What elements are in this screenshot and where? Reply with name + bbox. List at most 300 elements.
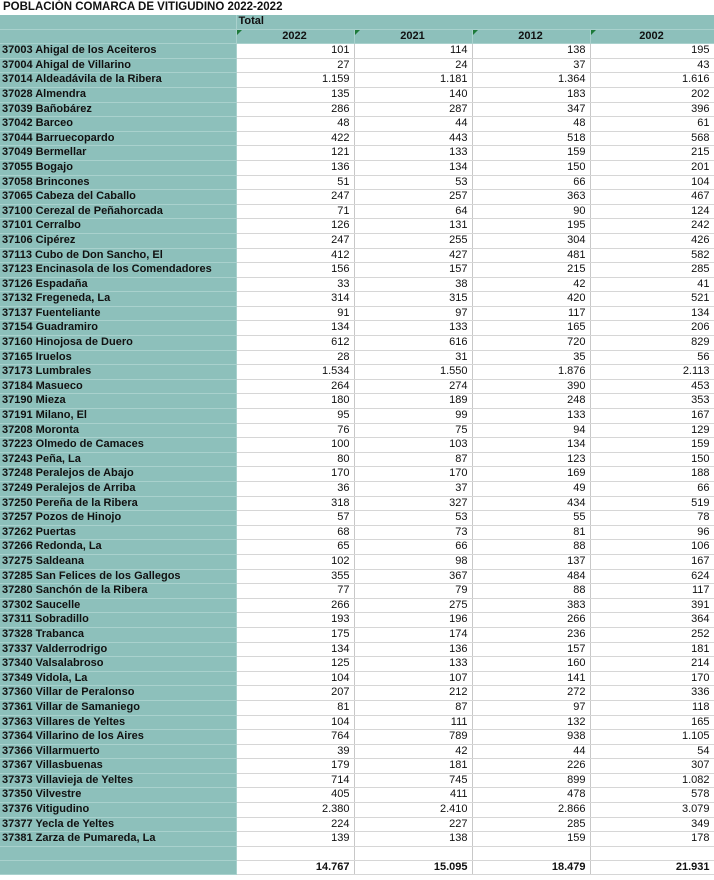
municipality-cell[interactable]: 37123 Encinasola de los Comendadores [0,263,236,278]
table-row [0,496,714,511]
municipality-cell[interactable]: 37137 Fuenteliante [0,306,236,321]
value-cell-2002[interactable]: 117 [590,584,714,599]
value-cell-2002[interactable]: 252 [590,627,714,642]
value-cell-2022[interactable]: 77 [236,584,354,599]
value-cell-2012[interactable]: 90 [472,204,590,219]
value-cell-2012[interactable]: 183 [472,87,590,102]
value-cell-2002[interactable]: 3.079 [590,803,714,818]
municipality-cell[interactable]: 37243 Peña, La [0,452,236,467]
value-cell-2002[interactable]: 118 [590,700,714,715]
municipality-cell[interactable]: 37065 Cabeza del Caballo [0,190,236,205]
municipality-cell[interactable]: 37340 Valsalabroso [0,657,236,672]
value-cell-2002[interactable]: 521 [590,292,714,307]
value-cell-2012[interactable]: 159 [472,146,590,161]
value-cell-2021[interactable]: 140 [354,87,472,102]
value-cell-2021[interactable]: 111 [354,715,472,730]
value-cell-2022[interactable]: 1.159 [236,73,354,88]
value-cell-2002[interactable]: 201 [590,160,714,175]
value-cell-2012[interactable]: 97 [472,700,590,715]
value-cell-2012[interactable]: 165 [472,321,590,336]
value-cell-2022[interactable]: 405 [236,788,354,803]
value-cell-2021[interactable]: 73 [354,525,472,540]
value-cell-2012[interactable]: 266 [472,613,590,628]
total-cell-2022[interactable]: 14.767 [236,860,354,875]
value-cell-2021[interactable]: 42 [354,744,472,759]
value-cell-2022[interactable]: 80 [236,452,354,467]
year-header-2012[interactable] [472,29,590,44]
empty-cell[interactable] [0,846,236,860]
table-row [0,277,714,292]
value-cell-2022[interactable]: 57 [236,511,354,526]
value-cell-2002[interactable]: 285 [590,263,714,278]
value-cell-2012[interactable]: 481 [472,248,590,263]
value-cell-2022[interactable]: 135 [236,87,354,102]
value-cell-2022[interactable]: 264 [236,379,354,394]
year-header-2022[interactable] [236,29,354,44]
value-cell-2021[interactable]: 745 [354,773,472,788]
value-cell-2012[interactable]: 518 [472,131,590,146]
value-cell-2022[interactable]: 714 [236,773,354,788]
value-cell-2012[interactable]: 138 [472,44,590,59]
value-cell-2022[interactable]: 180 [236,394,354,409]
value-cell-2022[interactable]: 71 [236,204,354,219]
value-cell-2022[interactable]: 102 [236,554,354,569]
value-cell-2002[interactable]: 167 [590,554,714,569]
value-cell-2022[interactable]: 314 [236,292,354,307]
year-label: 2012 [518,29,543,42]
value-cell-2021[interactable]: 24 [354,58,472,73]
value-cell-2012[interactable]: 42 [472,277,590,292]
value-cell-2012[interactable]: 215 [472,263,590,278]
value-cell-2012[interactable]: 347 [472,102,590,117]
value-cell-2002[interactable]: 78 [590,511,714,526]
value-cell-2002[interactable]: 519 [590,496,714,511]
municipality-cell[interactable]: 37250 Pereña de la Ribera [0,496,236,511]
value-cell-2021[interactable]: 99 [354,409,472,424]
value-cell-2021[interactable]: 411 [354,788,472,803]
value-cell-2012[interactable]: 123 [472,452,590,467]
value-cell-2021[interactable]: 134 [354,160,472,175]
value-cell-2012[interactable]: 37 [472,58,590,73]
value-cell-2002[interactable]: 150 [590,452,714,467]
value-cell-2002[interactable]: 2.113 [590,365,714,380]
table-row [0,204,714,219]
value-cell-2002[interactable]: 134 [590,306,714,321]
value-cell-2022[interactable]: 175 [236,627,354,642]
municipality-cell[interactable]: 37004 Ahigal de Villarino [0,58,236,73]
municipality-cell[interactable]: 37328 Trabanca [0,627,236,642]
value-cell-2022[interactable]: 247 [236,233,354,248]
value-cell-2022[interactable]: 126 [236,219,354,234]
value-cell-2021[interactable]: 274 [354,379,472,394]
municipality-cell[interactable]: 37280 Sanchón de la Ribera [0,584,236,599]
value-cell-2012[interactable]: 134 [472,438,590,453]
value-cell-2021[interactable]: 136 [354,642,472,657]
municipality-cell[interactable]: 37106 Cipérez [0,233,236,248]
value-cell-2012[interactable]: 2.866 [472,803,590,818]
value-cell-2022[interactable]: 104 [236,671,354,686]
municipality-cell[interactable]: 37055 Bogajo [0,160,236,175]
value-cell-2002[interactable]: 104 [590,175,714,190]
value-cell-2022[interactable]: 27 [236,58,354,73]
value-cell-2002[interactable]: 353 [590,394,714,409]
value-cell-2022[interactable]: 68 [236,525,354,540]
municipality-cell[interactable]: 37366 Villarmuerto [0,744,236,759]
value-cell-2021[interactable]: 133 [354,657,472,672]
value-cell-2012[interactable]: 48 [472,117,590,132]
value-cell-2022[interactable]: 51 [236,175,354,190]
value-cell-2002[interactable]: 129 [590,423,714,438]
value-cell-2022[interactable]: 422 [236,131,354,146]
value-cell-2002[interactable]: 453 [590,379,714,394]
value-cell-2022[interactable]: 81 [236,700,354,715]
municipality-cell[interactable]: 37377 Yecla de Yeltes [0,817,236,832]
value-cell-2012[interactable]: 35 [472,350,590,365]
total-cell-2012[interactable]: 18.479 [472,860,590,875]
value-cell-2022[interactable]: 121 [236,146,354,161]
value-cell-2021[interactable]: 196 [354,613,472,628]
value-cell-2002[interactable]: 66 [590,482,714,497]
municipality-cell[interactable]: 37044 Barruecopardo [0,131,236,146]
value-cell-2002[interactable]: 214 [590,657,714,672]
value-cell-2021[interactable]: 170 [354,467,472,482]
value-cell-2021[interactable]: 443 [354,131,472,146]
value-cell-2022[interactable]: 134 [236,642,354,657]
value-cell-2002[interactable]: 170 [590,671,714,686]
value-cell-2002[interactable]: 61 [590,117,714,132]
value-cell-2021[interactable]: 87 [354,452,472,467]
value-cell-2002[interactable]: 426 [590,233,714,248]
value-cell-2021[interactable]: 64 [354,204,472,219]
municipality-cell[interactable]: 37003 Ahigal de los Aceiteros [0,44,236,59]
value-cell-2022[interactable]: 286 [236,102,354,117]
value-cell-2022[interactable]: 764 [236,730,354,745]
value-cell-2012[interactable]: 160 [472,657,590,672]
table-row [0,730,714,745]
value-cell-2002[interactable]: 43 [590,58,714,73]
value-cell-2012[interactable]: 132 [472,715,590,730]
municipality-cell[interactable]: 37266 Redonda, La [0,540,236,555]
value-cell-2012[interactable]: 226 [472,759,590,774]
value-cell-2022[interactable]: 2.380 [236,803,354,818]
municipality-cell[interactable]: 37373 Villavieja de Yeltes [0,773,236,788]
value-cell-2002[interactable]: 1.616 [590,73,714,88]
municipality-cell[interactable]: 37049 Bermellar [0,146,236,161]
value-cell-2021[interactable]: 616 [354,336,472,351]
value-cell-2012[interactable]: 137 [472,554,590,569]
value-cell-2002[interactable]: 349 [590,817,714,832]
municipality-cell[interactable]: 37363 Villares de Yeltes [0,715,236,730]
value-cell-2002[interactable]: 54 [590,744,714,759]
municipality-cell[interactable]: 37190 Mieza [0,394,236,409]
value-cell-2012[interactable]: 169 [472,467,590,482]
value-cell-2022[interactable]: 100 [236,438,354,453]
value-cell-2012[interactable]: 383 [472,598,590,613]
value-cell-2022[interactable]: 355 [236,569,354,584]
municipality-cell[interactable]: 37350 Vilvestre [0,788,236,803]
municipality-cell[interactable]: 37381 Zarza de Pumareda, La [0,832,236,847]
municipality-cell[interactable]: 37058 Brincones [0,175,236,190]
value-cell-2021[interactable]: 1.550 [354,365,472,380]
value-cell-2022[interactable]: 1.534 [236,365,354,380]
municipality-cell[interactable]: 37223 Olmedo de Camaces [0,438,236,453]
municipality-cell[interactable]: 37311 Sobradillo [0,613,236,628]
value-cell-2002[interactable]: 364 [590,613,714,628]
value-cell-2022[interactable]: 95 [236,409,354,424]
empty-cell[interactable] [590,846,714,860]
value-cell-2012[interactable]: 720 [472,336,590,351]
value-cell-2012[interactable]: 66 [472,175,590,190]
municipality-cell[interactable]: 37132 Fregeneda, La [0,292,236,307]
municipality-cell[interactable]: 37249 Peralejos de Arriba [0,482,236,497]
value-cell-2012[interactable]: 1.876 [472,365,590,380]
value-cell-2021[interactable]: 157 [354,263,472,278]
value-cell-2012[interactable]: 150 [472,160,590,175]
value-cell-2012[interactable]: 363 [472,190,590,205]
value-cell-2021[interactable]: 75 [354,423,472,438]
value-cell-2022[interactable]: 134 [236,321,354,336]
value-cell-2021[interactable]: 53 [354,511,472,526]
value-cell-2021[interactable]: 38 [354,277,472,292]
value-cell-2002[interactable]: 41 [590,277,714,292]
totals-label-cell[interactable] [0,860,236,875]
municipality-cell[interactable]: 37349 Vidola, La [0,671,236,686]
value-cell-2002[interactable]: 167 [590,409,714,424]
municipality-cell[interactable]: 37257 Pozos de Hinojo [0,511,236,526]
municipality-cell[interactable]: 37302 Saucelle [0,598,236,613]
municipality-cell[interactable]: 37337 Valderrodrigo [0,642,236,657]
municipality-cell[interactable]: 37126 Espadaña [0,277,236,292]
value-cell-2021[interactable]: 131 [354,219,472,234]
municipality-cell[interactable]: 37364 Villarino de los Aires [0,730,236,745]
value-cell-2002[interactable]: 1.105 [590,730,714,745]
value-cell-2012[interactable]: 285 [472,817,590,832]
value-cell-2012[interactable]: 304 [472,233,590,248]
value-cell-2021[interactable]: 315 [354,292,472,307]
value-cell-2021[interactable]: 114 [354,44,472,59]
value-cell-2012[interactable]: 141 [472,671,590,686]
value-cell-2022[interactable]: 170 [236,467,354,482]
value-cell-2021[interactable]: 103 [354,438,472,453]
value-cell-2012[interactable]: 478 [472,788,590,803]
value-cell-2022[interactable]: 65 [236,540,354,555]
value-cell-2012[interactable]: 133 [472,409,590,424]
municipality-cell[interactable]: 37160 Hinojosa de Duero [0,336,236,351]
empty-cell[interactable] [354,846,472,860]
value-cell-2022[interactable]: 39 [236,744,354,759]
value-cell-2021[interactable]: 31 [354,350,472,365]
municipality-cell[interactable]: 37208 Moronta [0,423,236,438]
value-cell-2002[interactable]: 181 [590,642,714,657]
value-cell-2022[interactable]: 33 [236,277,354,292]
value-cell-2021[interactable]: 133 [354,321,472,336]
value-cell-2021[interactable]: 789 [354,730,472,745]
value-cell-2021[interactable]: 107 [354,671,472,686]
value-cell-2002[interactable]: 1.082 [590,773,714,788]
value-cell-2021[interactable]: 37 [354,482,472,497]
table-row [0,233,714,248]
table-row [0,438,714,453]
value-cell-2021[interactable]: 189 [354,394,472,409]
value-cell-2021[interactable]: 181 [354,759,472,774]
value-cell-2021[interactable]: 53 [354,175,472,190]
value-cell-2002[interactable]: 568 [590,131,714,146]
value-cell-2022[interactable]: 156 [236,263,354,278]
value-cell-2012[interactable]: 434 [472,496,590,511]
value-cell-2012[interactable]: 117 [472,306,590,321]
value-cell-2012[interactable]: 44 [472,744,590,759]
municipality-cell[interactable]: 37376 Vitigudino [0,803,236,818]
value-cell-2022[interactable]: 104 [236,715,354,730]
total-header[interactable]: Total [236,15,714,29]
value-cell-2021[interactable]: 275 [354,598,472,613]
value-cell-2022[interactable]: 207 [236,686,354,701]
value-cell-2002[interactable]: 215 [590,146,714,161]
value-cell-2002[interactable]: 624 [590,569,714,584]
value-cell-2012[interactable]: 159 [472,832,590,847]
municipality-cell[interactable]: 37184 Masueco [0,379,236,394]
value-cell-2012[interactable]: 390 [472,379,590,394]
municipality-cell[interactable]: 37248 Peralejos de Abajo [0,467,236,482]
value-cell-2022[interactable]: 136 [236,160,354,175]
value-cell-2021[interactable]: 367 [354,569,472,584]
value-cell-2002[interactable]: 578 [590,788,714,803]
municipality-cell[interactable]: 37113 Cubo de Don Sancho, El [0,248,236,263]
total-cell-2002[interactable]: 21.931 [590,860,714,875]
value-cell-2002[interactable]: 396 [590,102,714,117]
value-cell-2002[interactable]: 106 [590,540,714,555]
value-cell-2012[interactable]: 81 [472,525,590,540]
value-cell-2002[interactable]: 242 [590,219,714,234]
value-cell-2021[interactable]: 133 [354,146,472,161]
value-cell-2022[interactable]: 48 [236,117,354,132]
value-cell-2021[interactable]: 327 [354,496,472,511]
value-cell-2021[interactable]: 257 [354,190,472,205]
value-cell-2021[interactable]: 1.181 [354,73,472,88]
value-cell-2021[interactable]: 97 [354,306,472,321]
value-cell-2002[interactable]: 202 [590,87,714,102]
municipality-cell[interactable]: 37361 Villar de Samaniego [0,700,236,715]
municipality-cell[interactable]: 37028 Almendra [0,87,236,102]
value-cell-2021[interactable]: 79 [354,584,472,599]
municipality-cell[interactable]: 37014 Aldeadávila de la Ribera [0,73,236,88]
value-cell-2022[interactable]: 412 [236,248,354,263]
value-cell-2012[interactable]: 195 [472,219,590,234]
value-cell-2002[interactable]: 178 [590,832,714,847]
error-indicator-icon [237,30,242,35]
year-header-2021[interactable] [354,29,472,44]
value-cell-2012[interactable]: 157 [472,642,590,657]
value-cell-2021[interactable]: 87 [354,700,472,715]
table-row [0,832,714,847]
value-cell-2012[interactable]: 1.364 [472,73,590,88]
municipality-cell[interactable]: 37039 Bañobárez [0,102,236,117]
table-row [0,394,714,409]
value-cell-2022[interactable]: 247 [236,190,354,205]
value-cell-2012[interactable]: 55 [472,511,590,526]
value-cell-2002[interactable]: 56 [590,350,714,365]
value-cell-2021[interactable]: 2.410 [354,803,472,818]
total-cell-2021[interactable]: 15.095 [354,860,472,875]
value-cell-2022[interactable]: 101 [236,44,354,59]
value-cell-2021[interactable]: 66 [354,540,472,555]
value-cell-2021[interactable]: 212 [354,686,472,701]
value-cell-2021[interactable]: 227 [354,817,472,832]
value-cell-2002[interactable]: 159 [590,438,714,453]
value-cell-2021[interactable]: 255 [354,233,472,248]
value-cell-2022[interactable]: 318 [236,496,354,511]
value-cell-2022[interactable]: 266 [236,598,354,613]
value-cell-2012[interactable]: 88 [472,584,590,599]
value-cell-2021[interactable]: 287 [354,102,472,117]
value-cell-2022[interactable]: 36 [236,482,354,497]
value-cell-2022[interactable]: 91 [236,306,354,321]
value-cell-2012[interactable]: 88 [472,540,590,555]
value-cell-2002[interactable]: 96 [590,525,714,540]
empty-cell[interactable] [236,846,354,860]
municipality-cell[interactable]: 37275 Saldeana [0,554,236,569]
value-cell-2002[interactable]: 391 [590,598,714,613]
value-cell-2002[interactable]: 124 [590,204,714,219]
municipality-cell[interactable]: 37191 Milano, El [0,409,236,424]
value-cell-2022[interactable]: 612 [236,336,354,351]
value-cell-2021[interactable]: 98 [354,554,472,569]
value-cell-2021[interactable]: 427 [354,248,472,263]
value-cell-2002[interactable]: 165 [590,715,714,730]
value-cell-2022[interactable]: 125 [236,657,354,672]
value-cell-2012[interactable]: 899 [472,773,590,788]
value-cell-2002[interactable]: 195 [590,44,714,59]
value-cell-2022[interactable]: 28 [236,350,354,365]
municipality-cell[interactable]: 37173 Lumbrales [0,365,236,380]
municipality-cell[interactable]: 37154 Guadramiro [0,321,236,336]
year-header-2002[interactable] [590,29,714,44]
municipality-cell[interactable]: 37360 Villar de Peralonso [0,686,236,701]
municipality-cell[interactable]: 37367 Villasbuenas [0,759,236,774]
value-cell-2022[interactable]: 76 [236,423,354,438]
value-cell-2022[interactable]: 193 [236,613,354,628]
value-cell-2012[interactable]: 420 [472,292,590,307]
value-cell-2021[interactable]: 174 [354,627,472,642]
value-cell-2012[interactable]: 236 [472,627,590,642]
value-cell-2012[interactable]: 248 [472,394,590,409]
value-cell-2012[interactable]: 272 [472,686,590,701]
value-cell-2021[interactable]: 44 [354,117,472,132]
value-cell-2012[interactable]: 484 [472,569,590,584]
value-cell-2022[interactable]: 139 [236,832,354,847]
value-cell-2002[interactable]: 582 [590,248,714,263]
value-cell-2002[interactable]: 336 [590,686,714,701]
value-cell-2002[interactable]: 307 [590,759,714,774]
value-cell-2012[interactable]: 49 [472,482,590,497]
value-cell-2002[interactable]: 467 [590,190,714,205]
municipality-cell[interactable]: 37262 Puertas [0,525,236,540]
value-cell-2002[interactable]: 206 [590,321,714,336]
municipality-cell[interactable]: 37100 Cerezal de Peñahorcada [0,204,236,219]
value-cell-2002[interactable]: 188 [590,467,714,482]
municipality-cell[interactable]: 37285 San Felices de los Gallegos [0,569,236,584]
empty-cell[interactable] [472,846,590,860]
municipality-cell[interactable]: 37042 Barceo [0,117,236,132]
municipality-cell[interactable]: 37101 Cerralbo [0,219,236,234]
value-cell-2021[interactable]: 138 [354,832,472,847]
value-cell-2012[interactable]: 94 [472,423,590,438]
value-cell-2022[interactable]: 224 [236,817,354,832]
value-cell-2022[interactable]: 179 [236,759,354,774]
municipality-cell[interactable]: 37165 Iruelos [0,350,236,365]
value-cell-2012[interactable]: 938 [472,730,590,745]
value-cell-2002[interactable]: 829 [590,336,714,351]
